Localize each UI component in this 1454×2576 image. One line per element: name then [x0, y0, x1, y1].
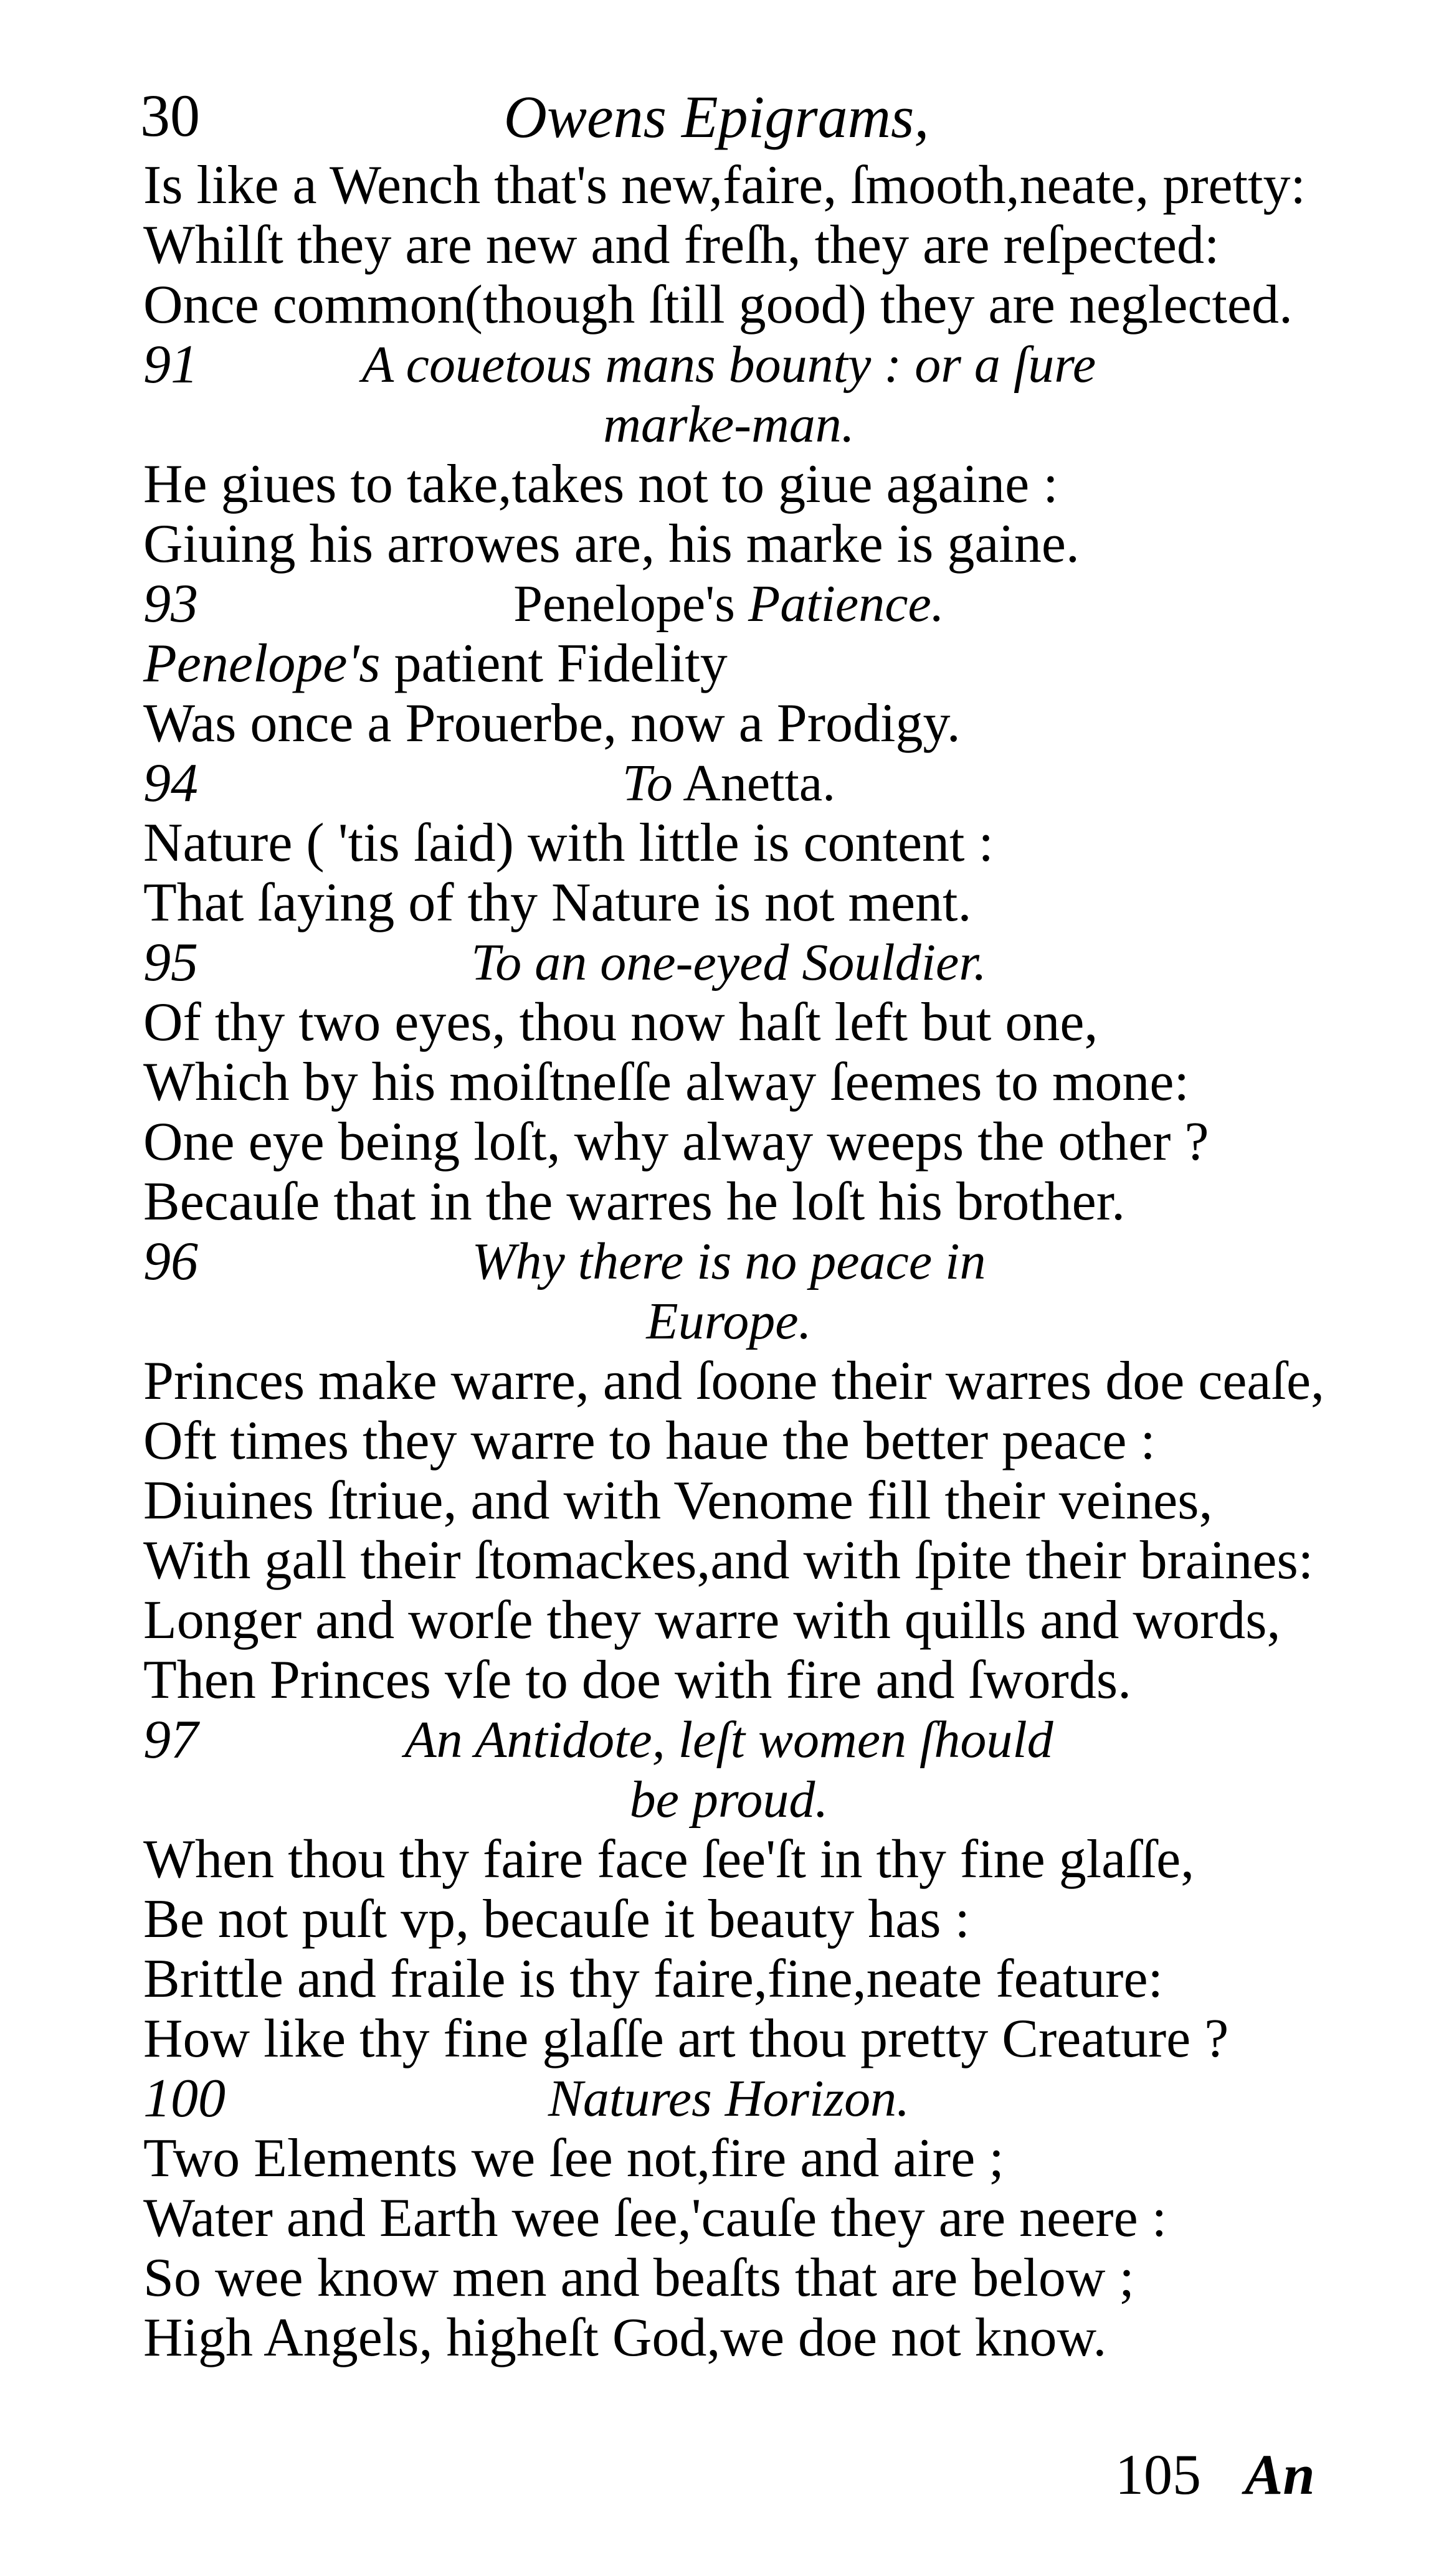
page-header	[140, 75, 1293, 162]
epigram-heading	[143, 933, 1314, 993]
epigram-97	[143, 1710, 1314, 2069]
signature-mark: 105	[1115, 2443, 1201, 2506]
epigram-93	[143, 574, 1314, 754]
epigram-heading	[143, 335, 1314, 395]
page-footer	[1115, 2441, 1359, 2507]
epigram-heading	[143, 2069, 1314, 2129]
verse-line: Be not puſt vp, becauſe it beauty has :	[143, 1889, 971, 1949]
verse-line: Water and Earth wee ſee,'cauſe they are neere :	[143, 2188, 1167, 2248]
verse-line: Diuines ſtriue, and with Venome fill their veines,	[143, 1470, 1213, 1531]
verse-line: So wee know men and beaſts that are below ;	[143, 2248, 1134, 2308]
epigram-title-continued: be proud.	[629, 1771, 829, 1829]
verse-italic-name: Penelope's	[143, 633, 381, 694]
epigram-title: To an one-eyed Souldier.	[471, 934, 987, 992]
epigram-title: Why there is no peace in	[472, 1233, 986, 1290]
verse-line: One eye being loſt, why alway weeps the other ?	[143, 1112, 1209, 1172]
epigram-number: 97	[143, 1710, 198, 1770]
verse-line: With gall their ſtomackes,and with ſpite their braines:	[143, 1530, 1314, 1591]
verse-text: patient Fidelity	[380, 633, 728, 694]
catchword: An	[1245, 2443, 1315, 2506]
epigram-91	[143, 335, 1314, 574]
verse-line: How like thy fine glaſſe art thou pretty Creature ?	[143, 2009, 1229, 2069]
verse-line: Whilſt they are new and freſh, they are reſpected:	[143, 215, 1220, 275]
verse-line: Princes make warre, and ſoone their warres doe ceaſe,	[143, 1351, 1324, 1411]
verse-line: High Angels, higheſt God,we doe not know.	[143, 2308, 1107, 2368]
verse-line	[143, 634, 1314, 694]
verse-line: Is like a Wench that's new,faire, ſmooth,neate, pretty:	[143, 155, 1306, 215]
epigram-number: 96	[143, 1231, 198, 1292]
epigram-heading	[143, 1710, 1314, 1770]
epigram-90-continuation	[143, 156, 1314, 335]
verse-line: Was once a Prouerbe, now a Prodigy.	[143, 693, 961, 754]
verse-line: Then Princes vſe to doe with fire and ſwords.	[143, 1650, 1132, 1710]
verse-line: Longer and worſe they warre with quills and words,	[143, 1590, 1281, 1650]
epigram-title	[143, 574, 1314, 634]
epigram-title	[143, 754, 1314, 813]
verse-line: Once common(though ſtill good) they are neglected.	[143, 275, 1293, 335]
running-title: Owens Epigrams,	[503, 83, 929, 150]
verse-line: Which by his moiſtneſſe alway ſeemes to mone:	[143, 1052, 1189, 1112]
verse-line: Two Elements we ſee not,fire and aire ;	[143, 2128, 1004, 2189]
epigram-number: 95	[143, 932, 198, 993]
epigram-heading	[143, 1232, 1314, 1292]
epigram-94	[143, 754, 1314, 933]
epigram-title-roman: Anetta.	[672, 754, 836, 812]
verse-line: He giues to take,takes not to giue againe :	[143, 454, 1058, 514]
epigram-heading	[143, 754, 1314, 813]
epigram-title-italic: Patience.	[748, 575, 944, 633]
epigram-title-roman: Penelope's	[513, 575, 748, 633]
epigram-100	[143, 2069, 1314, 2368]
page-number: 30	[140, 82, 200, 149]
verse-line: Becauſe that in the warres he loſt his brother.	[143, 1172, 1126, 1232]
epigram-title: An Antidote, leſt women ſhould	[404, 1711, 1053, 1769]
verse-line: Nature ( 'tis ſaid) with little is content :	[143, 813, 994, 873]
epigram-number: 94	[143, 753, 198, 813]
epigram-number: 100	[143, 2068, 226, 2129]
verse-line: That ſaying of thy Nature is not ment.	[143, 873, 972, 933]
epigram-number: 93	[143, 574, 198, 634]
epigram-95	[143, 933, 1314, 1232]
verse-line: Giuing his arrowes are, his marke is gaine.	[143, 514, 1080, 574]
verse-line: Brittle and fraile is thy faire,fine,neate feature:	[143, 1949, 1163, 2009]
page-text	[143, 155, 1324, 2368]
epigram-96	[143, 1231, 1324, 1710]
epigram-title-continued: marke-man.	[603, 395, 855, 453]
epigram-title-continued: Europe.	[646, 1292, 812, 1350]
epigram-heading	[143, 574, 1314, 634]
verse-line: When thou thy faire face ſee'ſt in thy fine glaſſe,	[143, 1829, 1195, 1890]
epigram-title-italic: To	[622, 754, 673, 812]
epigram-title: Natures Horizon.	[548, 2070, 910, 2128]
verse-line: Oft times they warre to haue the better peace :	[143, 1411, 1156, 1471]
epigram-title: A couetous mans bounty : or a ſure	[361, 336, 1096, 394]
verse-line: Of thy two eyes, thou now haſt left but one,	[143, 992, 1098, 1053]
epigram-number: 91	[143, 334, 198, 395]
